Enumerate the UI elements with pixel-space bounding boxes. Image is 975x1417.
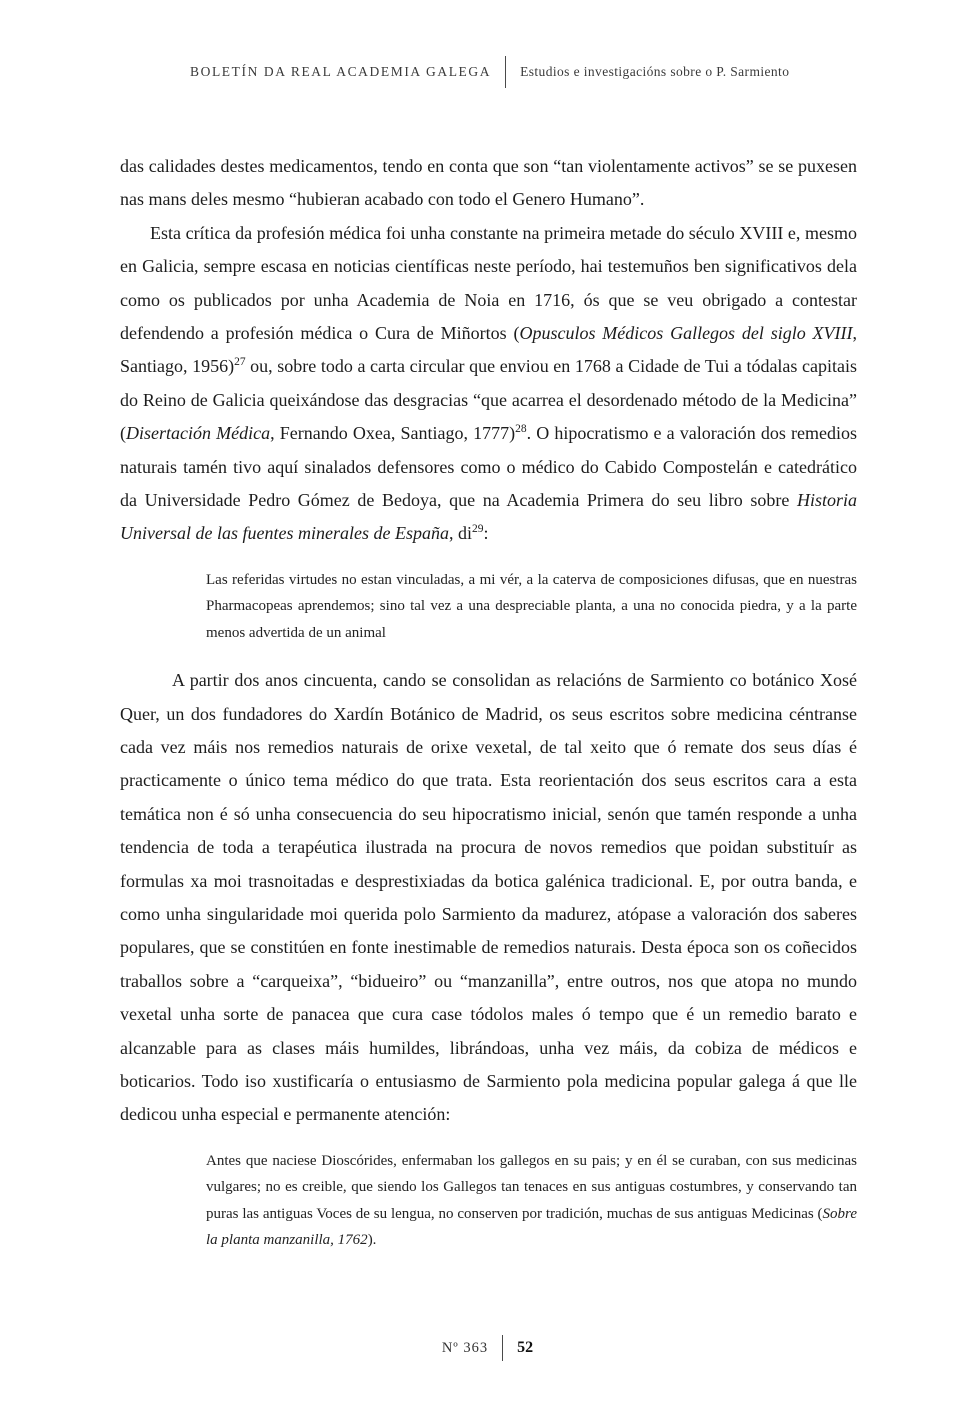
footnote-ref-29: 29 [471, 523, 484, 536]
page-header [190, 56, 789, 88]
article-body [120, 150, 857, 1271]
footnote-ref-28: 28 [515, 423, 527, 436]
quote-text: Antes que naciese Dioscórides, enfermaban los gallegos en su pais; y en él se curaban, con sus medicinas vulgares; no es creible, que siendo los Gallegos tan tenaces en sus antiguas costumbres, y conservando tan puras las antiguas Voces de su lengua, no conserven por tradición, muchas de sus antiguas Medicinas ( [206, 1152, 857, 1222]
book-title: Historia Universal de las fuentes minerales de España [120, 490, 857, 544]
quote-text: Las referidas virtudes no estan vinculadas, a mi vér, a la caterva de composiciones difusas, que en nuestras Pharmacopeas aprendemos; sino tal vez a una despreciable planta, a una no conocida piedra, y a la parte menos advertida de un animal [206, 571, 857, 641]
paragraph-text: : [483, 523, 489, 544]
book-title: Opusculos Médicos Gallegos del siglo XVIII [519, 323, 853, 344]
blockquote-virtudes [206, 567, 857, 646]
paragraph-text: . O hipocratismo e a valoración dos remedios naturais tamén tivo aquí sinalados defensores como o médico do Cabido Compostelán e catedrático da Universidade Pedro Gómez de Bedoya, que na Academia Primera do seu libro sobre [120, 423, 857, 511]
paragraph-cincuenta [120, 664, 857, 1132]
paragraph-text: , Fernando Oxea, Santiago, 1777) [270, 423, 516, 444]
section-title: Estudios e investigacións sobre o P. Sarmiento [520, 64, 790, 79]
journal-title: BOLETÍN DA REAL ACADEMIA GALEGA [190, 64, 492, 79]
book-title: Sobre la planta manzanilla, 1762 [206, 1205, 857, 1248]
paragraph-text: ou, sobre todo a carta circular que enviou en 1768 a Cidade de Tui a tódalas capitais do Reino de Galicia queixándose das desgracias “que acarrea el desordenado método de la Medicina” ( [120, 356, 857, 444]
paragraph-text: Esta crítica da profesión médica foi unha constante na primeira metade do século XVIII e, mesmo en Galicia, sempre escasa en noticias científicas neste período, hai testemuños ben significativos dela como os publicados por unha Academia de Noia en 1716, ós que se veu obrigado a contestar defendendo a profesión médica o Cura de Miñortos ( [120, 222, 857, 344]
issue-number: Nº 363 [441, 1339, 489, 1356]
paragraph-text: , Santiago, 1956) [120, 323, 857, 377]
paragraph-continuation [120, 150, 857, 217]
paragraph-text: A partir dos anos cincuenta, cando se consolidan as relacións de Sarmiento co botánico Xosé Quer, un dos fundadores do Xardín Botánico de Madrid, os seus escritos sobre medicina céntranse cada vez máis nos remedios naturais de orixe vexetal, de tal xeito que ó remate dos seus días é practicamente o único tema médico do que trata. Esta reorientación dos seus escritos cara a esta temática non é só unha consecuencia do seu hipocratismo inicial, senón que tamén responde a unha tendencia de toda a terapéutica ilustrada na procura de novos remedios que poidan substituír as formulas xa moi trasnoitadas e desprestixiadas da botica galénica tradicional. E, por outra banda, e como unha singularidade moi querida polo Sarmiento da madurez, atópase a valoración dos saberes populares, que se constitúen en fonte inestimable de remedios naturais. Desta época son os coñecidos traballos sobre a “carqueixa”, “bidueiro” ou “manzanilla”, entre outros, nos que atopa no mundo vexetal unha sorte de panacea que cura case tódolos males ó tempo que é un remedio barato e alcanzable para as clases máis humildes, librándoas, unha vez máis, da cobiza de médicos e boticarios. Todo iso xustificaría o entusiasmo de Sarmiento pola medicina popular galega á que lle dedicou unha especial e permanente atención: [120, 670, 857, 1125]
paragraph-text: , di [448, 523, 472, 544]
paragraph-critica [120, 217, 857, 551]
footer-divider [502, 1335, 503, 1361]
paragraph-text: das calidades destes medicamentos, tendo en conta que son “tan violentamente activos” se se puxesen nas mans deles mesmo “hubieran acabado con todo el Genero Humano”. [120, 156, 857, 210]
book-title: Disertación Médica [126, 423, 271, 444]
quote-text: ). [367, 1232, 377, 1248]
header-divider [505, 56, 506, 88]
footnote-ref-27: 27 [234, 356, 246, 369]
page-number: 52 [517, 1339, 534, 1356]
page-footer [0, 1335, 975, 1361]
blockquote-dioscorides [206, 1148, 857, 1254]
